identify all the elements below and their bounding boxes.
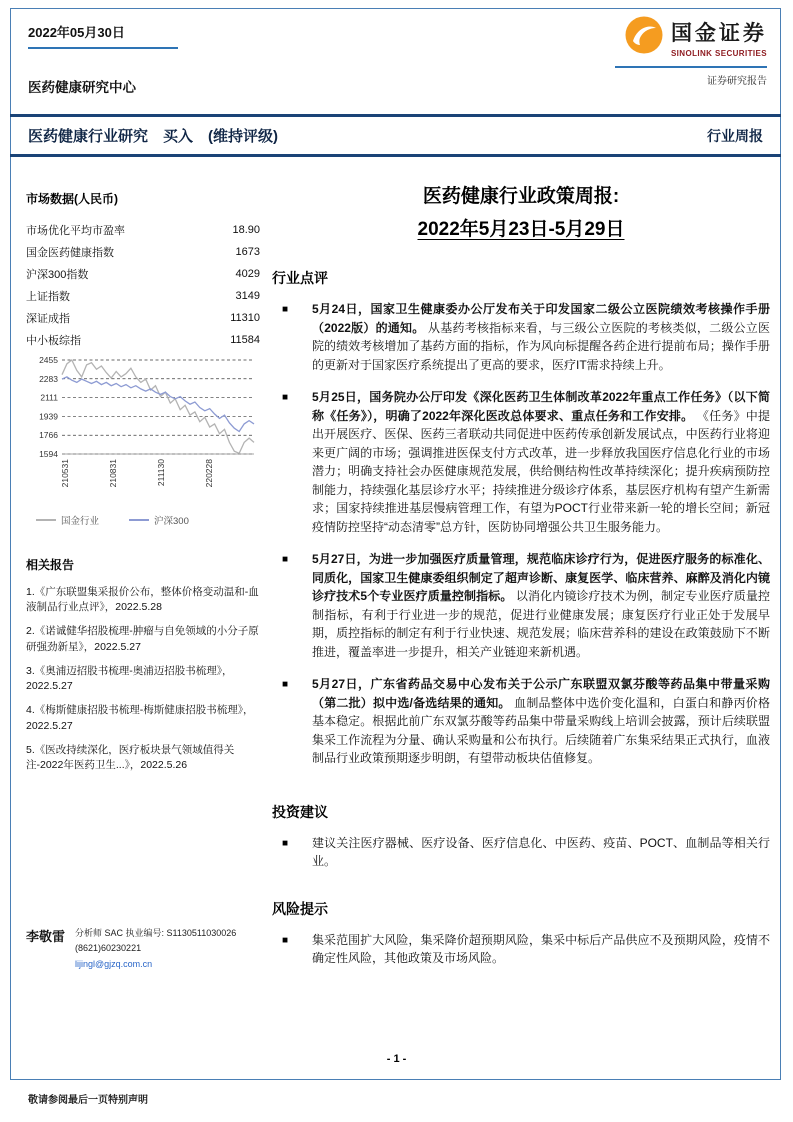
- analyst-email-link[interactable]: lijingl@gjzq.com.cn: [75, 958, 153, 969]
- analyst-cert: 分析师 SAC 执业编号: S1130511030026: [75, 928, 237, 938]
- comment-bullet: [272, 388, 770, 536]
- svg-text:210831: 210831: [107, 459, 118, 488]
- section-heading-risk: 风险提示: [272, 900, 328, 917]
- svg-text:210531: 210531: [59, 459, 70, 488]
- comment-bullet: [272, 675, 770, 768]
- series-line-swatch: [36, 519, 56, 521]
- related-report-item: 2.《诺诚健华招股梳理-肿瘤与自免领域的小分子原研强劲新星》，2022.5.27: [26, 625, 259, 653]
- brand-name-cn: 国金证券: [670, 22, 767, 45]
- report-date: 2022年05月30日: [28, 22, 178, 49]
- series-line-swatch: [129, 519, 149, 521]
- svg-text:1939: 1939: [39, 411, 58, 422]
- market-data-row: [26, 241, 260, 263]
- report-title: [272, 180, 770, 246]
- market-data-label: 国金医药健康指数: [26, 247, 114, 259]
- svg-text:2455: 2455: [39, 355, 58, 365]
- related-report-item: 5.《医改持续深化，医疗板块景气领域值得关注-2022年医药卫生...》，2022.5.26: [26, 743, 235, 771]
- market-data-row: [26, 219, 260, 241]
- market-data-title: 市场数据(人民币): [26, 192, 118, 206]
- analyst-block: [26, 926, 260, 972]
- square-bullet-icon: ■: [282, 392, 289, 403]
- page-number: - 1 -: [386, 1053, 407, 1065]
- doc-type-label: 证券研究报告: [615, 66, 767, 87]
- legend-item: [129, 513, 189, 527]
- bullet-body: 以消化内镜诊疗技术为例，制定专业医疗质量控制指标，有利于行业进一步的规范，促进行业健康发展；康复医疗行业正处于发展早期，质控指标的制定有利于行业快速、规范发展；临床营养科的建设在政策鼓励下不断推进，覆盖率进一步提升，相关产业链迎来新机遇。: [312, 589, 770, 659]
- brand-block: [615, 16, 767, 87]
- related-reports-title: 相关报告: [26, 558, 75, 572]
- market-data-section: [26, 190, 260, 351]
- market-data-row: [26, 285, 260, 307]
- square-bullet-icon: ■: [282, 679, 289, 690]
- report-kind-label: 行业周报: [707, 127, 763, 144]
- market-data-value: 18.90: [232, 224, 260, 236]
- market-data-label: 中小板综指: [26, 335, 81, 347]
- brand-name-en: SINOLINK SECURITIES: [670, 49, 767, 58]
- related-report-item: 3.《奥浦迈招股书梳理-奥浦迈招股书梳理》，2022.5.27: [26, 664, 233, 693]
- invest-bullet: [272, 834, 770, 871]
- title-band: [10, 114, 781, 157]
- square-bullet-icon: ■: [282, 837, 289, 849]
- legend-label: 沪深300: [154, 516, 189, 527]
- bullet-body: 《任务》中提出开展医疗、医保、医药三者联动共同促进中医药传承创新发展试点，中医药行业将迎来更广阔的市场；强调推进医保支付方式改革，进一步释放我国医疗信息化行业的市场潜力；明确支持社会办医健康规范发展，供给侧结构性改革持续深化；提升疾病预防控制能力，持续强化基层诊疗水平；持续推进分级诊疗体系，基层医疗机构有望产生新需求；国家持续推进基层慢病管理工作，有望为POCT行业带来新一轮的增长空间；新冠疫情防控坚持“动态清零”总方针，医防协同增强公共卫生服务能力。: [312, 408, 770, 534]
- legend-item: [36, 513, 99, 527]
- footer-disclaimer: 敬请参阅最后一页特别声明: [28, 1095, 148, 1106]
- sinolink-logo-icon: [625, 16, 663, 59]
- svg-text:1766: 1766: [39, 430, 58, 441]
- bullet-body: 集采范围扩大风险，集采降价超预期风险，集采中标后产品供应不及预期风险，疫情不确定性风险，其他政策及市场风险。: [312, 932, 770, 965]
- report-title-line1: 医药健康行业政策周报:: [422, 186, 620, 207]
- market-data-row: [26, 307, 260, 329]
- bullet-lead: 5月27日，广东省药品交易中心发布关于公示广东联盟双氯芬酸等药品集中带量采购（第二批）拟中选/备选结果的通知。: [312, 677, 770, 710]
- market-data-value: 1673: [235, 246, 260, 258]
- related-reports-section: [26, 556, 260, 782]
- main-content: [272, 180, 770, 982]
- market-data-row: [26, 329, 260, 351]
- market-data-value: 4029: [235, 268, 260, 280]
- chart-legend: [26, 513, 260, 527]
- analyst-phone: (8621)60230221: [75, 943, 142, 954]
- bullet-body: 从基药考核指标来看，与三级公立医院的考核类似，二级公立医院的绩效考核增加了基药方面的指标，作为风向标提醒各药企进行提前布局；操作手册的更新对于国家医疗系统提出了更高的要求，医疗IT需求持续上升。: [312, 320, 770, 372]
- bullet-body: 建议关注医疗器械、医疗设备、医疗信息化、中医药、疫苗、POCT、血制品等相关行业。: [312, 835, 770, 868]
- research-center-label: 医药健康研究中心: [28, 80, 136, 95]
- svg-text:211130: 211130: [155, 459, 166, 487]
- square-bullet-icon: ■: [282, 554, 289, 565]
- index-trend-chart: [26, 352, 260, 527]
- line-chart: [26, 352, 260, 502]
- square-bullet-icon: ■: [282, 304, 289, 315]
- section-heading-comment: 行业点评: [272, 270, 328, 286]
- svg-text:1594: 1594: [39, 449, 58, 459]
- square-bullet-icon: ■: [282, 934, 289, 946]
- section-heading-invest: 投资建议: [272, 803, 328, 820]
- market-data-row: [26, 263, 260, 285]
- market-data-label: 上证指数: [26, 291, 70, 303]
- market-data-value: 3149: [235, 290, 260, 302]
- risk-bullet: [272, 931, 770, 968]
- report-title-line2: 2022年5月23日-5月29日: [417, 219, 625, 240]
- market-data-label: 市场优化平均市盈率: [26, 225, 125, 237]
- bullet-lead: 5月27日，为进一步加强医疗质量管理，规范临床诊疗行为，促进医疗服务的标准化、同质化，国家卫生健康委组织制定了超声诊断、康复医学、临床营养、麻醉及消化内镜诊疗技术5个专业医疗质量控制指标。: [312, 552, 770, 603]
- market-data-value: 11310: [230, 312, 260, 324]
- legend-label: 国金行业: [61, 516, 100, 527]
- market-data-value: 11584: [230, 334, 260, 346]
- related-report-item: 1.《广东联盟集采报价公布，整体价格变动温和-血液制品行业点评》，2022.5.28: [26, 586, 259, 614]
- svg-text:2111: 2111: [40, 392, 58, 403]
- market-data-label: 深证成指: [26, 313, 70, 325]
- analyst-name: 李敬雷: [26, 929, 66, 944]
- bullet-body: 血制品整体中选价变化温和，白蛋白和静丙价格基本稳定。根据此前广东双氯芬酸等药品集中带量采购线上培训会披露，预计后续联盟集采工作流程为分量、确认采购量和公布执行。后续随着广东集采结果正式执行，血液制品行业政策预期逐步明朗，有望带动板块估值修复。: [312, 695, 770, 765]
- bullet-lead: 5月25日，国务院办公厅印发《深化医药卫生体制改革2022年重点工作任务》（以下简称《任务》），明确了2022年深化医改总体要求、重点任务和工作安排。: [312, 390, 770, 423]
- bullet-lead: 5月24日，国家卫生健康委办公厅发布关于印发国家二级公立医院绩效考核操作手册（2022版）的通知。: [312, 302, 770, 335]
- comment-bullet: [272, 550, 770, 661]
- comment-bullet: [272, 300, 770, 374]
- svg-text:2283: 2283: [39, 373, 58, 384]
- industry-rating-label: 医药健康行业研究 买入 (维持评级): [28, 128, 278, 145]
- market-data-label: 沪深300指数: [26, 269, 89, 281]
- related-report-item: 4.《梅斯健康招股书梳理-梅斯健康招股书梳理》，2022.5.27: [26, 704, 254, 732]
- svg-text:220228: 220228: [203, 459, 214, 488]
